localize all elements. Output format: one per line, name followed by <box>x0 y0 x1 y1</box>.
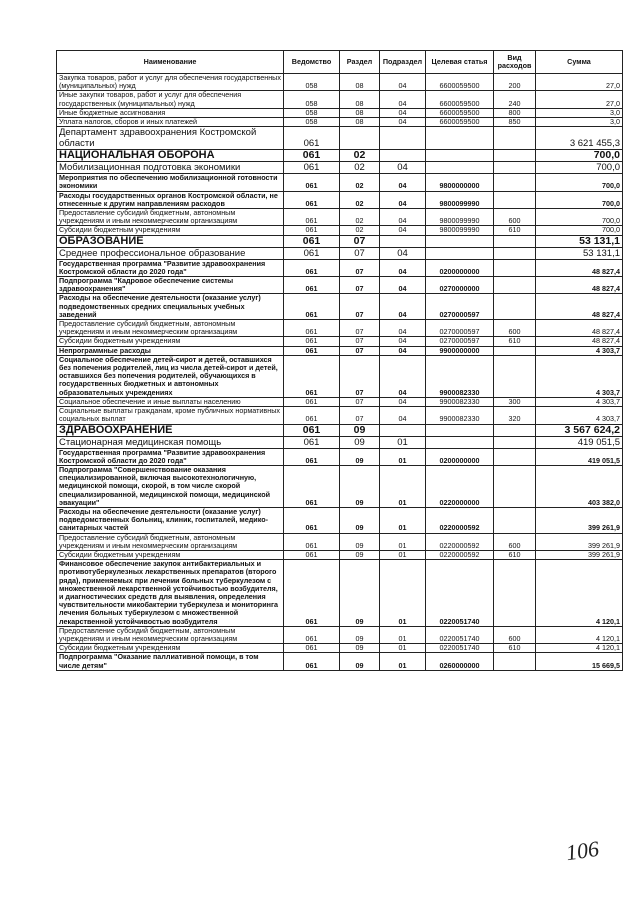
cell-subsection: 04 <box>380 346 426 355</box>
cell-subsection: 01 <box>380 448 426 465</box>
cell-amount: 48 827,4 <box>536 277 623 294</box>
cell-subsection: 04 <box>380 162 426 174</box>
cell-amount: 403 382,0 <box>536 465 623 507</box>
table-row <box>57 355 623 397</box>
cell-target-article <box>426 235 494 247</box>
cell-department: 061 <box>284 626 340 643</box>
cell-amount: 700,0 <box>536 162 623 174</box>
cell-department: 058 <box>284 118 340 127</box>
cell-amount: 27,0 <box>536 91 623 108</box>
cell-department: 061 <box>284 235 340 247</box>
cell-subsection: 04 <box>380 118 426 127</box>
cell-target-article <box>426 436 494 448</box>
cell-amount: 700,0 <box>536 226 623 235</box>
cell-department: 061 <box>284 259 340 276</box>
table-row <box>57 247 623 259</box>
cell-name: Государственная программа "Развитие здравоохранения Костромской области до 2020 года" <box>57 259 284 276</box>
cell-target-article <box>426 162 494 174</box>
cell-name: Подпрограмма "Кадровое обеспечение системы здравоохранения" <box>57 277 284 294</box>
cell-amount: 700,0 <box>536 174 623 191</box>
cell-department: 061 <box>284 226 340 235</box>
cell-name: Стационарная медицинская помощь <box>57 436 284 448</box>
cell-amount: 4 303,7 <box>536 346 623 355</box>
cell-section: 07 <box>340 247 380 259</box>
cell-amount: 48 827,4 <box>536 259 623 276</box>
column-header-department: Ведомство <box>284 51 340 74</box>
cell-section: 07 <box>340 320 380 337</box>
cell-target-article: 6600059500 <box>426 91 494 108</box>
cell-department: 061 <box>284 191 340 208</box>
cell-name: Субсидии бюджетным учреждениям <box>57 550 284 559</box>
cell-target-article: 0220051740 <box>426 626 494 643</box>
table-row <box>57 533 623 550</box>
cell-amount: 4 303,7 <box>536 397 623 406</box>
cell-name: Расходы на обеспечение деятельности (оказание услуг) подведомственных средних специальных учебных заведений <box>57 294 284 320</box>
cell-expense-type <box>494 507 536 533</box>
cell-name: Предоставление субсидий бюджетным, автономным учреждениям и иным некоммерческим организациям <box>57 626 284 643</box>
cell-section: 02 <box>340 162 380 174</box>
cell-name: Предоставление субсидий бюджетным, автономным учреждениям и иным некоммерческим организациям <box>57 320 284 337</box>
cell-amount: 700,0 <box>536 191 623 208</box>
cell-expense-type: 600 <box>494 626 536 643</box>
cell-section: 07 <box>340 294 380 320</box>
table-row <box>57 644 623 653</box>
cell-name: Социальные выплаты гражданам, кроме публичных нормативных социальных выплат <box>57 407 284 424</box>
cell-target-article: 0270000000 <box>426 277 494 294</box>
cell-subsection: 04 <box>380 320 426 337</box>
cell-department: 061 <box>284 209 340 226</box>
cell-expense-type <box>494 191 536 208</box>
cell-section: 07 <box>340 235 380 247</box>
cell-section: 09 <box>340 507 380 533</box>
cell-amount: 3 621 455,3 <box>536 127 623 150</box>
cell-subsection: 04 <box>380 191 426 208</box>
cell-name: Расходы на обеспечение деятельности (оказание услуг) подведомственных больниц, клиник, госпиталей, медико-санитарных частей <box>57 507 284 533</box>
cell-subsection: 04 <box>380 277 426 294</box>
cell-target-article: 0200000000 <box>426 448 494 465</box>
cell-expense-type: 850 <box>494 118 536 127</box>
cell-subsection: 04 <box>380 226 426 235</box>
cell-expense-type: 200 <box>494 74 536 91</box>
table-row <box>57 127 623 150</box>
cell-expense-type: 800 <box>494 108 536 117</box>
cell-department: 061 <box>284 337 340 346</box>
cell-expense-type <box>494 560 536 627</box>
cell-target-article <box>426 150 494 162</box>
table-row <box>57 277 623 294</box>
cell-expense-type <box>494 465 536 507</box>
cell-section: 09 <box>340 424 380 436</box>
cell-amount: 53 131,1 <box>536 235 623 247</box>
cell-section: 02 <box>340 226 380 235</box>
cell-amount: 4 120,1 <box>536 626 623 643</box>
cell-amount: 53 131,1 <box>536 247 623 259</box>
cell-target-article: 6600059500 <box>426 118 494 127</box>
cell-amount: 48 827,4 <box>536 320 623 337</box>
cell-expense-type: 610 <box>494 550 536 559</box>
cell-section: 09 <box>340 644 380 653</box>
cell-department: 061 <box>284 247 340 259</box>
cell-subsection: 04 <box>380 91 426 108</box>
cell-amount: 700,0 <box>536 150 623 162</box>
cell-expense-type: 240 <box>494 91 536 108</box>
cell-name: Департамент здравоохранения Костромской области <box>57 127 284 150</box>
cell-expense-type <box>494 150 536 162</box>
cell-expense-type <box>494 448 536 465</box>
table-row <box>57 507 623 533</box>
table-row <box>57 259 623 276</box>
table-row <box>57 465 623 507</box>
cell-target-article: 0270000597 <box>426 337 494 346</box>
budget-table-sheet <box>56 50 622 671</box>
cell-name: Социальное обеспечение детей-сирот и детей, оставшихся без попечения родителей, лиц из числа детей-сирот и детей, оставшихся без попечения родителей, обучающихся в государственных бюджетных и автономных образовательных учреждениях <box>57 355 284 397</box>
table-row <box>57 626 623 643</box>
table-row <box>57 550 623 559</box>
cell-expense-type <box>494 162 536 174</box>
cell-amount: 399 261,9 <box>536 507 623 533</box>
cell-section: 09 <box>340 626 380 643</box>
cell-section: 07 <box>340 259 380 276</box>
table-row <box>57 424 623 436</box>
cell-department: 061 <box>284 294 340 320</box>
table-row <box>57 294 623 320</box>
cell-target-article: 0220000592 <box>426 507 494 533</box>
cell-subsection: 01 <box>380 436 426 448</box>
cell-section: 08 <box>340 118 380 127</box>
cell-amount: 4 303,7 <box>536 355 623 397</box>
cell-name: Подпрограмма "Оказание паллиативной помощи, в том числе детям" <box>57 653 284 670</box>
cell-amount: 48 827,4 <box>536 337 623 346</box>
cell-subsection: 04 <box>380 74 426 91</box>
cell-target-article: 0220051740 <box>426 560 494 627</box>
cell-amount: 419 051,5 <box>536 448 623 465</box>
table-row <box>57 191 623 208</box>
column-header-amount: Сумма <box>536 51 623 74</box>
cell-subsection: 04 <box>380 355 426 397</box>
table-row <box>57 320 623 337</box>
cell-name: Предоставление субсидий бюджетным, автономным учреждениям и иным некоммерческим организациям <box>57 533 284 550</box>
cell-amount: 48 827,4 <box>536 294 623 320</box>
cell-department: 061 <box>284 653 340 670</box>
cell-expense-type: 610 <box>494 226 536 235</box>
cell-department: 061 <box>284 550 340 559</box>
cell-subsection: 04 <box>380 247 426 259</box>
cell-section <box>340 127 380 150</box>
cell-target-article: 6600059500 <box>426 108 494 117</box>
cell-expense-type: 600 <box>494 320 536 337</box>
cell-department: 061 <box>284 150 340 162</box>
cell-subsection: 04 <box>380 174 426 191</box>
cell-expense-type: 600 <box>494 209 536 226</box>
cell-target-article: 9800099990 <box>426 191 494 208</box>
cell-name: НАЦИОНАЛЬНАЯ ОБОРОНА <box>57 150 284 162</box>
cell-name: Субсидии бюджетным учреждениям <box>57 644 284 653</box>
cell-department: 058 <box>284 108 340 117</box>
cell-name: Среднее профессиональное образование <box>57 247 284 259</box>
column-header-name: Наименование <box>57 51 284 74</box>
cell-section: 09 <box>340 533 380 550</box>
budget-table <box>56 50 623 671</box>
cell-expense-type <box>494 259 536 276</box>
cell-department: 061 <box>284 448 340 465</box>
cell-section: 09 <box>340 550 380 559</box>
table-row <box>57 436 623 448</box>
cell-department: 061 <box>284 507 340 533</box>
cell-expense-type <box>494 653 536 670</box>
cell-expense-type: 300 <box>494 397 536 406</box>
cell-section: 09 <box>340 560 380 627</box>
cell-target-article: 9800099990 <box>426 209 494 226</box>
cell-department: 061 <box>284 320 340 337</box>
cell-subsection: 01 <box>380 653 426 670</box>
cell-department: 061 <box>284 424 340 436</box>
cell-subsection: 01 <box>380 626 426 643</box>
cell-section: 07 <box>340 346 380 355</box>
cell-expense-type <box>494 424 536 436</box>
cell-subsection: 04 <box>380 294 426 320</box>
cell-section: 07 <box>340 407 380 424</box>
cell-section: 02 <box>340 174 380 191</box>
cell-expense-type <box>494 127 536 150</box>
cell-expense-type <box>494 174 536 191</box>
cell-target-article: 0220051740 <box>426 644 494 653</box>
cell-section: 07 <box>340 355 380 397</box>
cell-expense-type <box>494 277 536 294</box>
table-row <box>57 448 623 465</box>
table-row <box>57 346 623 355</box>
cell-department: 061 <box>284 174 340 191</box>
table-row <box>57 209 623 226</box>
cell-section: 08 <box>340 91 380 108</box>
cell-subsection: 01 <box>380 560 426 627</box>
cell-section: 09 <box>340 448 380 465</box>
cell-department: 061 <box>284 436 340 448</box>
table-header-row <box>57 51 623 74</box>
table-row <box>57 118 623 127</box>
cell-target-article: 0270000597 <box>426 320 494 337</box>
cell-department: 061 <box>284 560 340 627</box>
cell-section: 07 <box>340 337 380 346</box>
cell-section: 02 <box>340 191 380 208</box>
cell-target-article: 0260000000 <box>426 653 494 670</box>
cell-amount: 3 567 624,2 <box>536 424 623 436</box>
table-row <box>57 108 623 117</box>
cell-name: Закупка товаров, работ и услуг для обеспечения государственных (муниципальных) нужд <box>57 74 284 91</box>
cell-amount: 4 120,1 <box>536 644 623 653</box>
cell-name: ЗДРАВООХРАНЕНИЕ <box>57 424 284 436</box>
cell-target-article <box>426 127 494 150</box>
cell-section: 02 <box>340 150 380 162</box>
cell-section: 09 <box>340 436 380 448</box>
cell-subsection: 01 <box>380 533 426 550</box>
table-body <box>57 74 623 671</box>
column-header-target-article: Целевая статья <box>426 51 494 74</box>
cell-amount: 15 669,5 <box>536 653 623 670</box>
cell-department: 058 <box>284 91 340 108</box>
cell-expense-type <box>494 355 536 397</box>
cell-target-article: 0220000592 <box>426 533 494 550</box>
cell-subsection <box>380 150 426 162</box>
cell-department: 061 <box>284 533 340 550</box>
cell-subsection: 01 <box>380 644 426 653</box>
cell-amount: 399 261,9 <box>536 533 623 550</box>
cell-name: Иные бюджетные ассигнования <box>57 108 284 117</box>
cell-department: 061 <box>284 397 340 406</box>
cell-target-article: 9900000000 <box>426 346 494 355</box>
cell-department: 061 <box>284 162 340 174</box>
cell-section: 08 <box>340 74 380 91</box>
cell-target-article: 0270000597 <box>426 294 494 320</box>
handwritten-page-number: 106 <box>564 835 601 866</box>
cell-target-article: 9900082330 <box>426 407 494 424</box>
cell-name: Государственная программа "Развитие здравоохранения Костромской области до 2020 года" <box>57 448 284 465</box>
cell-target-article: 0220000592 <box>426 550 494 559</box>
cell-subsection: 01 <box>380 550 426 559</box>
cell-subsection: 04 <box>380 209 426 226</box>
cell-name: Предоставление субсидий бюджетным, автономным учреждениям и иным некоммерческим организациям <box>57 209 284 226</box>
cell-name: ОБРАЗОВАНИЕ <box>57 235 284 247</box>
cell-name: Субсидии бюджетным учреждениям <box>57 226 284 235</box>
column-header-section: Раздел <box>340 51 380 74</box>
cell-name: Субсидии бюджетным учреждениям <box>57 337 284 346</box>
cell-section: 07 <box>340 277 380 294</box>
cell-name: Расходы государственных органов Костромской области, не отнесенные к другим направлениям расходов <box>57 191 284 208</box>
table-row <box>57 74 623 91</box>
cell-department: 058 <box>284 74 340 91</box>
cell-target-article: 6600059500 <box>426 74 494 91</box>
cell-target-article <box>426 247 494 259</box>
cell-department: 061 <box>284 644 340 653</box>
cell-expense-type: 610 <box>494 644 536 653</box>
cell-name: Социальное обеспечение и иные выплаты населению <box>57 397 284 406</box>
cell-expense-type <box>494 436 536 448</box>
cell-amount: 399 261,9 <box>536 550 623 559</box>
column-header-subsection: Подраздел <box>380 51 426 74</box>
cell-department: 061 <box>284 407 340 424</box>
table-row <box>57 91 623 108</box>
cell-name: Подпрограмма "Совершенствование оказания специализированной, включая высокотехнологичную, медицинской помощи, скорой, в том числе скорой специализированной, медицинской помощи, медицинской эвакуации" <box>57 465 284 507</box>
cell-name: Финансовое обеспечение закупок антибактериальных и противотуберкулезных лекарственных препаратов (второго ряда), применяемых при лечении больных туберкулезом с множественной лекарственной устойчивостью возбудителя, и диагностических средств для выявления, определения чувствительности микобактерии туберкулеза и мониторинга лечения больных туберкулезом с множественной лекарственной устойчивостью возбудителя <box>57 560 284 627</box>
cell-department: 061 <box>284 346 340 355</box>
cell-target-article: 9900082330 <box>426 397 494 406</box>
cell-subsection <box>380 424 426 436</box>
cell-subsection: 01 <box>380 507 426 533</box>
cell-name: Иные закупки товаров, работ и услуг для обеспечения государственных (муниципальных) нужд <box>57 91 284 108</box>
table-row <box>57 407 623 424</box>
cell-target-article: 0200000000 <box>426 259 494 276</box>
cell-amount: 4 120,1 <box>536 560 623 627</box>
cell-department: 061 <box>284 127 340 150</box>
cell-amount: 3,0 <box>536 118 623 127</box>
cell-expense-type <box>494 346 536 355</box>
cell-subsection: 04 <box>380 108 426 117</box>
cell-department: 061 <box>284 355 340 397</box>
cell-expense-type: 610 <box>494 337 536 346</box>
cell-expense-type <box>494 294 536 320</box>
table-row <box>57 150 623 162</box>
cell-amount: 419 051,5 <box>536 436 623 448</box>
cell-amount: 27,0 <box>536 74 623 91</box>
cell-name: Мероприятия по обеспечению мобилизационной готовности экономики <box>57 174 284 191</box>
column-header-expense-type: Вид расходов <box>494 51 536 74</box>
cell-subsection <box>380 235 426 247</box>
table-row <box>57 560 623 627</box>
cell-amount: 4 303,7 <box>536 407 623 424</box>
cell-section: 09 <box>340 465 380 507</box>
cell-expense-type <box>494 247 536 259</box>
cell-department: 061 <box>284 465 340 507</box>
cell-expense-type: 320 <box>494 407 536 424</box>
cell-target-article: 0220000000 <box>426 465 494 507</box>
cell-amount: 700,0 <box>536 209 623 226</box>
cell-target-article: 9800000000 <box>426 174 494 191</box>
cell-name: Мобилизационная подготовка экономики <box>57 162 284 174</box>
cell-subsection: 04 <box>380 259 426 276</box>
table-row <box>57 235 623 247</box>
cell-amount: 3,0 <box>536 108 623 117</box>
table-row <box>57 174 623 191</box>
cell-subsection: 04 <box>380 407 426 424</box>
table-row <box>57 337 623 346</box>
cell-section: 07 <box>340 397 380 406</box>
table-row <box>57 226 623 235</box>
table-row <box>57 162 623 174</box>
cell-subsection: 04 <box>380 397 426 406</box>
cell-target-article <box>426 424 494 436</box>
cell-expense-type <box>494 235 536 247</box>
cell-section: 09 <box>340 653 380 670</box>
cell-name: Непрограммные расходы <box>57 346 284 355</box>
table-row <box>57 397 623 406</box>
cell-target-article: 9900082330 <box>426 355 494 397</box>
cell-section: 08 <box>340 108 380 117</box>
cell-name: Уплата налогов, сборов и иных платежей <box>57 118 284 127</box>
cell-expense-type: 600 <box>494 533 536 550</box>
cell-target-article: 9800099990 <box>426 226 494 235</box>
cell-department: 061 <box>284 277 340 294</box>
table-row <box>57 653 623 670</box>
cell-subsection: 01 <box>380 465 426 507</box>
cell-section: 02 <box>340 209 380 226</box>
cell-subsection: 04 <box>380 337 426 346</box>
cell-subsection <box>380 127 426 150</box>
